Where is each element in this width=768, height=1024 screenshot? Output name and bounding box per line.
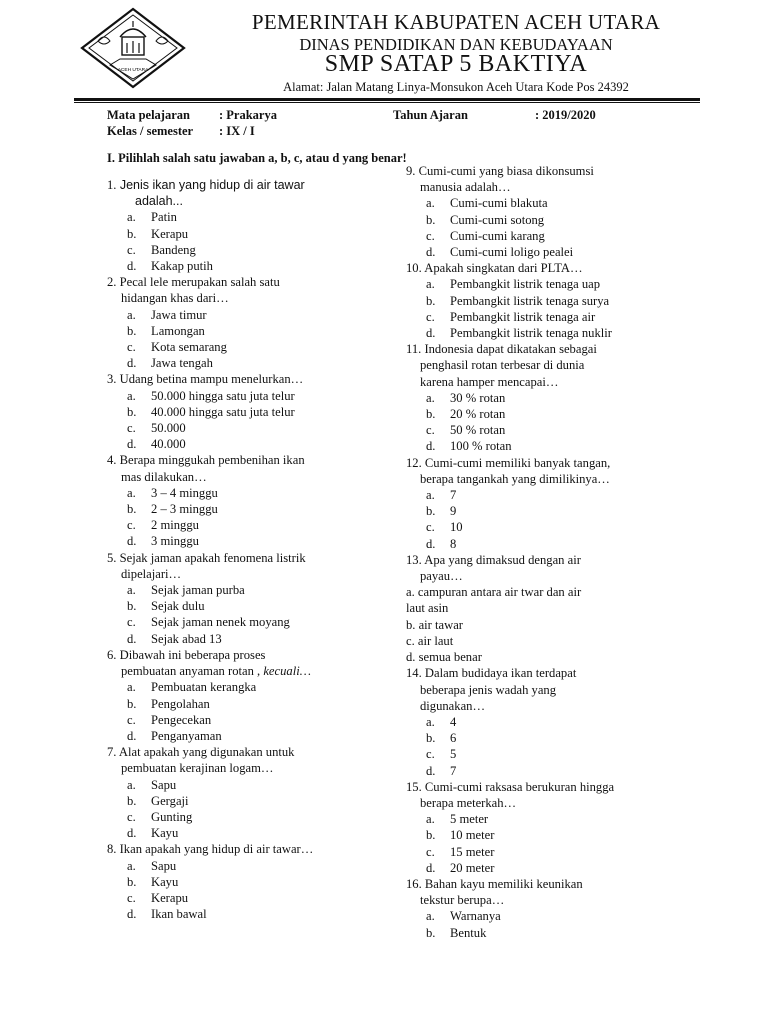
answer-option: [107, 501, 397, 517]
school-name: SMP SATAP 5 BAKTIYA: [324, 51, 588, 77]
option-letter: b.: [426, 828, 436, 843]
question-stem: [406, 260, 696, 276]
answer-option: [107, 355, 397, 371]
option-letter: d.: [127, 728, 137, 743]
option-letter: a.: [426, 277, 435, 292]
option-letter: b.: [426, 925, 436, 940]
question-text: beberapa jenis wadah yang: [420, 682, 557, 697]
option-letter: c.: [426, 844, 435, 859]
option-text: Warnanya: [450, 909, 501, 924]
question-number: 5.: [107, 550, 117, 565]
answer-option: [406, 325, 696, 341]
option-letter: a.: [127, 858, 136, 873]
answer-option: [107, 436, 397, 452]
question-stem: [406, 552, 696, 584]
option-letter: c.: [426, 309, 435, 324]
question-item: [406, 455, 696, 552]
regency-logo: [80, 7, 186, 89]
answer-option: laut asin: [406, 601, 449, 616]
question-text: digunakan…: [420, 698, 486, 713]
option-letter: a.: [127, 388, 136, 403]
option-letter: a.: [127, 777, 136, 792]
option-text: Kerapu: [151, 226, 189, 241]
answer-option: [107, 404, 397, 420]
option-text: Patin: [151, 210, 177, 225]
question-text: Ikan apakah yang hidup di air tawar…: [119, 842, 314, 857]
answer-option: [406, 390, 696, 406]
answer-option: [107, 679, 397, 695]
option-text: 5: [450, 747, 457, 762]
option-text: Sapu: [151, 858, 177, 873]
option-letter: c.: [426, 228, 435, 243]
question-item: [107, 452, 397, 549]
question-number: 2.: [107, 275, 117, 290]
option-letter: a.: [127, 307, 136, 322]
option-text: 10: [450, 520, 463, 535]
option-letter: d.: [426, 245, 436, 260]
answer-option: [406, 746, 696, 762]
answer-option: [406, 487, 696, 503]
option-text: Cumi-cumi loligo pealei: [450, 245, 574, 260]
question-stem: [406, 876, 696, 908]
answer-option: [107, 517, 397, 533]
option-letter: b.: [127, 226, 137, 241]
answer-option: [107, 242, 397, 258]
option-letter: c.: [127, 712, 136, 727]
option-letter: a.: [127, 680, 136, 695]
question-text: Pecal lele merupakan salah satu: [119, 275, 280, 290]
answer-option: [406, 860, 696, 876]
question-stem: [107, 841, 397, 857]
option-text: Pembangkit listrik tenaga uap: [450, 277, 601, 292]
question-number: 9.: [406, 164, 416, 178]
option-text: 40.000: [151, 437, 186, 452]
option-letter: b.: [426, 731, 436, 746]
question-text: dipelajari…: [121, 566, 182, 581]
answer-option: [107, 890, 397, 906]
option-letter: c.: [127, 242, 136, 257]
question-text: Indonesia dapat dikatakan sebagai: [424, 342, 597, 357]
subject-value: : Prakarya: [219, 108, 277, 122]
question-number: 4.: [107, 453, 117, 468]
option-text: 8: [450, 536, 457, 551]
answer-option: [406, 212, 696, 228]
question-text: Cumi-cumi yang biasa dikonsumsi: [418, 164, 594, 178]
option-letter: b.: [127, 502, 137, 517]
option-text: 50.000: [151, 421, 186, 436]
option-text: Sejak jaman nenek moyang: [151, 615, 290, 630]
answer-option: [107, 825, 397, 841]
question-item: [107, 274, 397, 371]
question-text: pembuatan anyaman rotan ,: [121, 664, 261, 679]
question-text: Dibawah ini beberapa proses: [119, 647, 266, 662]
option-letter: b.: [127, 599, 137, 614]
answer-option: [406, 293, 696, 309]
option-text: Pengolahan: [151, 696, 210, 711]
question-text: Udang betina mampu menelurkan…: [119, 372, 304, 387]
option-letter: c.: [426, 520, 435, 535]
answer-option: [107, 728, 397, 744]
option-letter: d.: [426, 439, 436, 454]
answer-option: [406, 714, 696, 730]
option-text: Sejak abad 13: [151, 631, 222, 646]
answer-option: [406, 908, 696, 924]
answer-option: [406, 503, 696, 519]
option-text: 6: [450, 731, 457, 746]
question-stem: [107, 744, 397, 776]
answer-option: [107, 906, 397, 922]
option-letter: c.: [426, 423, 435, 438]
question-number: 15.: [406, 779, 422, 794]
question-text: Berapa minggukah pembenihan ikan: [119, 453, 305, 468]
question-text: Jenis ikan yang hidup di air tawar: [119, 178, 305, 192]
question-text: berapa meterkah…: [420, 795, 517, 810]
question-item: [107, 647, 397, 744]
answer-option: [107, 614, 397, 630]
option-letter: d.: [426, 763, 436, 778]
option-letter: c.: [426, 747, 435, 762]
question-stem: [406, 665, 696, 714]
answer-option: [107, 874, 397, 890]
option-letter: a.: [127, 485, 136, 500]
answer-option: [107, 712, 397, 728]
answer-option: [406, 406, 696, 422]
question-item: [107, 550, 397, 647]
option-text: 20 % rotan: [450, 407, 506, 422]
government-heading: PEMERINTAH KABUPATEN ACEH UTARA: [251, 10, 661, 34]
question-text: payau…: [420, 569, 463, 584]
question-item: [406, 665, 696, 778]
question-number: 16.: [406, 876, 422, 891]
answer-option: [107, 226, 397, 242]
question-item: [107, 744, 397, 841]
question-item: [107, 841, 397, 922]
question-number: 8.: [107, 842, 117, 857]
answer-option: [107, 696, 397, 712]
option-text: Kota semarang: [151, 340, 227, 355]
answer-option: [107, 420, 397, 436]
option-text: Jawa tengah: [151, 356, 213, 371]
option-letter: b.: [127, 323, 137, 338]
question-number: 10.: [406, 261, 422, 276]
question-number: 11.: [406, 342, 422, 357]
answer-option: [406, 925, 696, 941]
question-text: Alat apakah yang digunakan untuk: [118, 745, 295, 760]
option-text: Sejak dulu: [151, 599, 205, 614]
option-text: 40.000 hingga satu juta telur: [151, 404, 295, 419]
answer-option: [406, 438, 696, 454]
option-letter: b.: [426, 293, 436, 308]
option-text: 10 meter: [450, 828, 495, 843]
answer-option: [406, 195, 696, 211]
question-number: 12.: [406, 455, 422, 470]
question-text: mas dilakukan…: [121, 469, 207, 484]
option-text: Gunting: [151, 809, 193, 824]
option-letter: d.: [426, 326, 436, 341]
department-heading: DINAS PENDIDIKAN DAN KEBUDAYAAN: [299, 35, 613, 54]
question-text: Dalam budidaya ikan terdapat: [424, 666, 577, 681]
option-text: 50.000 hingga satu juta telur: [151, 388, 295, 403]
answer-option: [107, 777, 397, 793]
subject-label: Mata pelajaran: [107, 108, 190, 122]
option-text: Kerapu: [151, 890, 189, 905]
option-letter: a.: [426, 488, 435, 503]
option-letter: b.: [127, 696, 137, 711]
question-text: penghasil rotan terbesar di dunia: [420, 358, 585, 373]
answer-option: [406, 763, 696, 779]
option-letter: d.: [127, 907, 137, 922]
question-text: Cumi-cumi memiliki banyak tangan,: [424, 455, 611, 470]
question-item: [406, 163, 696, 260]
option-text: Cumi-cumi sotong: [450, 212, 545, 227]
option-text: Cumi-cumi karang: [450, 228, 545, 243]
option-letter: d.: [426, 536, 436, 551]
answer-option: [107, 339, 397, 355]
option-letter: a.: [127, 210, 136, 225]
answer-option: [107, 307, 397, 323]
option-text: 3 – 4 minggu: [151, 485, 218, 500]
option-letter: d.: [127, 631, 137, 646]
option-text: 4: [450, 714, 457, 729]
class-value: : IX / I: [219, 124, 255, 138]
option-text: Bandeng: [151, 242, 196, 257]
question-text: manusia adalah…: [420, 180, 511, 195]
question-stem: [107, 550, 397, 582]
question-column-left: [107, 177, 397, 922]
logo-text: ACEH UTARA: [117, 68, 149, 73]
option-letter: b.: [426, 504, 436, 519]
question-stem: [107, 647, 397, 679]
option-text: 20 meter: [450, 860, 495, 875]
year-value: : 2019/2020: [535, 108, 596, 122]
option-letter: a.: [426, 714, 435, 729]
question-item: [107, 177, 397, 274]
option-letter: b.: [426, 212, 436, 227]
option-text: 2 minggu: [151, 518, 199, 533]
option-text: 7: [450, 763, 457, 778]
option-text: Pembangkit listrik tenaga surya: [450, 293, 610, 308]
question-stem: [406, 341, 696, 390]
option-letter: b.: [426, 407, 436, 422]
option-text: Kayu: [151, 826, 179, 841]
answer-option: [107, 258, 397, 274]
question-emphasis: kecuali…: [260, 664, 311, 679]
answer-option: [406, 730, 696, 746]
answer-option: [406, 228, 696, 244]
option-text: Sapu: [151, 777, 177, 792]
answer-option: [406, 811, 696, 827]
question-number: 14.: [406, 666, 422, 681]
question-stem: [406, 163, 696, 195]
option-text: Sejak jaman purba: [151, 583, 245, 598]
option-letter: c.: [127, 340, 136, 355]
answer-option: [107, 323, 397, 339]
question-number: 13.: [406, 552, 422, 567]
answer-option: a. campuran antara air twar dan air: [406, 585, 582, 600]
question-text: hidangan khas dari…: [121, 291, 229, 306]
question-text: Bahan kayu memiliki keunikan: [424, 876, 583, 891]
header-rule-thin: [74, 102, 700, 103]
option-letter: a.: [127, 583, 136, 598]
question-text: tekstur berupa…: [420, 893, 505, 908]
option-letter: d.: [127, 356, 137, 371]
question-stem: [406, 779, 696, 811]
answer-option: [107, 631, 397, 647]
option-text: Jawa timur: [151, 307, 207, 322]
option-text: 3 minggu: [151, 534, 199, 549]
question-number: 7.: [107, 745, 117, 760]
answer-option: b. air tawar: [406, 617, 463, 632]
option-text: Penganyaman: [151, 728, 222, 743]
answer-option: [406, 536, 696, 552]
question-item: [406, 341, 696, 454]
answer-option: [107, 809, 397, 825]
answer-option: [406, 309, 696, 325]
option-text: Lamongan: [151, 323, 205, 338]
school-address: Alamat: Jalan Matang Linya-Monsukon Aceh Utara Kode Pos 24392: [283, 80, 629, 94]
question-column-right: [406, 163, 696, 941]
option-text: 5 meter: [450, 812, 489, 827]
section-instruction: I. Pilihlah salah satu jawaban a, b, c, atau d yang benar!: [107, 151, 407, 165]
option-letter: c.: [127, 615, 136, 630]
option-text: 100 % rotan: [450, 439, 512, 454]
option-text: Ikan bawal: [151, 907, 207, 922]
option-text: Pembuatan kerangka: [151, 680, 257, 695]
question-text: pembuatan kerajinan logam…: [121, 761, 274, 776]
question-text: Sejak jaman apakah fenomena listrik: [119, 550, 306, 565]
option-text: Kayu: [151, 874, 179, 889]
answer-option: [107, 485, 397, 501]
question-text: karena hamper mencapai…: [420, 374, 559, 389]
question-item: [406, 260, 696, 341]
question-stem: [107, 452, 397, 484]
answer-option: [107, 533, 397, 549]
answer-option: [406, 276, 696, 292]
option-text: Gergaji: [151, 793, 189, 808]
option-letter: a.: [426, 909, 435, 924]
option-text: 15 meter: [450, 844, 495, 859]
option-text: Pembangkit listrik tenaga air: [450, 309, 596, 324]
answer-option: [107, 582, 397, 598]
option-text: 30 % rotan: [450, 390, 506, 405]
year-label: Tahun Ajaran: [393, 108, 468, 122]
answer-option: [406, 422, 696, 438]
header-rule-thick: [74, 98, 700, 101]
option-letter: d.: [127, 437, 137, 452]
option-text: 9: [450, 504, 457, 519]
question-text: Cumi-cumi raksasa berukuran hingga: [424, 779, 615, 794]
option-text: Kakap putih: [151, 259, 213, 274]
question-stem: [107, 177, 397, 209]
option-letter: d.: [127, 534, 137, 549]
question-number: 6.: [107, 647, 117, 662]
answer-option: [107, 793, 397, 809]
option-text: Pengecekan: [151, 712, 212, 727]
question-stem: [107, 371, 397, 387]
question-stem: [406, 455, 696, 487]
answer-option: [107, 388, 397, 404]
question-text: adalah...: [135, 194, 183, 209]
option-text: Cumi-cumi blakuta: [450, 196, 548, 211]
option-text: 50 % rotan: [450, 423, 506, 438]
question-item: [406, 876, 696, 941]
option-letter: b.: [127, 874, 137, 889]
option-text: 2 – 3 minggu: [151, 502, 218, 517]
answer-option: [107, 598, 397, 614]
answer-option: d. semua benar: [406, 650, 482, 665]
answer-option: [406, 519, 696, 535]
question-text: Apa yang dimaksud dengan air: [424, 552, 581, 567]
answer-option: [406, 844, 696, 860]
answer-option: [406, 827, 696, 843]
answer-option: [107, 209, 397, 225]
question-item: [406, 779, 696, 876]
option-letter: d.: [127, 826, 137, 841]
option-letter: c.: [127, 890, 136, 905]
option-letter: c.: [127, 518, 136, 533]
question-number: 3.: [107, 372, 117, 387]
option-letter: d.: [426, 860, 436, 875]
option-letter: a.: [426, 390, 435, 405]
option-letter: b.: [127, 793, 137, 808]
question-stem: [107, 274, 397, 306]
option-letter: c.: [127, 809, 136, 824]
option-letter: c.: [127, 421, 136, 436]
question-item: [406, 552, 696, 665]
class-label: Kelas / semester: [107, 124, 194, 138]
question-text: Apakah singkatan dari PLTA…: [424, 261, 583, 276]
question-number: 1.: [107, 178, 117, 192]
question-item: [107, 371, 397, 452]
option-text: Bentuk: [450, 925, 487, 940]
answer-option: c. air laut: [406, 633, 454, 648]
option-letter: b.: [127, 404, 137, 419]
option-letter: d.: [127, 259, 137, 274]
option-letter: a.: [426, 196, 435, 211]
option-letter: a.: [426, 812, 435, 827]
answer-option: [107, 858, 397, 874]
option-text: 7: [450, 488, 457, 503]
question-text: berapa tangankah yang dimilikinya…: [420, 471, 610, 486]
answer-option: [406, 244, 696, 260]
option-text: Pembangkit listrik tenaga nuklir: [450, 326, 612, 341]
